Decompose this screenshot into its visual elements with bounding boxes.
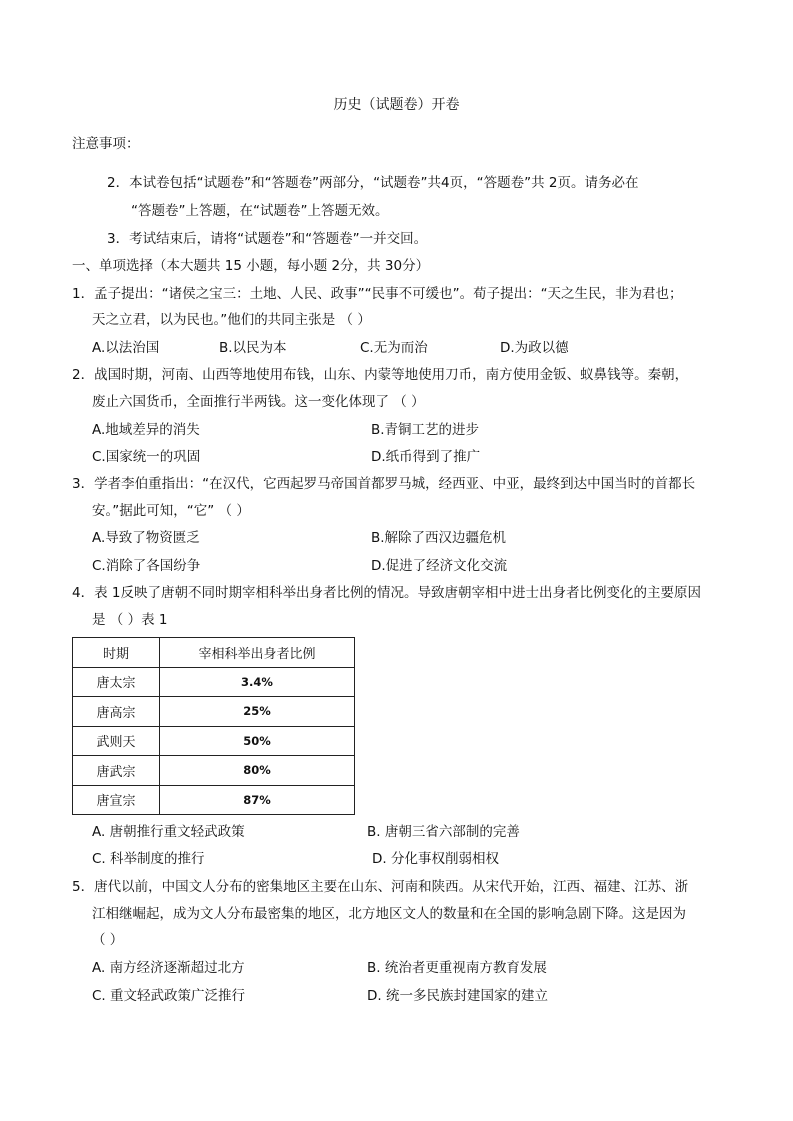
- notice-item-2-line-2: “答题卷”上答题，在“试题卷”上答题无效。: [131, 203, 389, 219]
- q3-option-a: A.导致了物资匮乏: [92, 530, 200, 546]
- q4-option-d: D. 分化事权削弱相权: [372, 851, 499, 867]
- table-cell-ratio: 87%: [160, 785, 355, 815]
- table-row: [73, 726, 355, 756]
- q3-option-d: D.促进了经济文化交流: [371, 558, 508, 574]
- ratio-table: [72, 637, 355, 815]
- q5-stem-line-1: 5．唐代以前，中国文人分布的密集地区主要在山东、河南和陕西。从宋代开始，江西、福建、江苏、浙: [72, 879, 689, 895]
- table-row: [73, 697, 355, 727]
- q1-option-b: B.以民为本: [219, 340, 287, 356]
- q2-option-a: A.地域差异的消失: [92, 422, 200, 438]
- q5-option-a: A. 南方经济逐渐超过北方: [92, 960, 245, 976]
- q5-stem-line-3: （ ）: [92, 932, 124, 948]
- q1-option-c: C.无为而治: [360, 340, 428, 356]
- table-cell-ratio: 25%: [160, 697, 355, 727]
- notice-item-2-line-1: 2．本试卷包括“试题卷”和“答题卷”两部分，“试题卷”共4页，“答题卷”共 2页。请务必在: [107, 175, 639, 191]
- q5-option-b: B. 统治者更重视南方教育发展: [367, 960, 547, 976]
- table-cell-period: 唐武宗: [73, 756, 160, 786]
- section-heading: 一、单项选择（本大题共 15 小题，每小题 2分，共 30分）: [72, 258, 430, 274]
- q2-option-b: B.青铜工艺的进步: [371, 422, 480, 438]
- q1-stem-line-2: 天之立君，以为民也。”他们的共同主张是 （ ）: [92, 312, 371, 328]
- q3-stem-line-1: 3．学者李伯重指出：“在汉代，它西起罗马帝国首都罗马城，经西亚、中亚，最终到达中国当时的首都长: [72, 476, 696, 492]
- table-cell-period: 武则天: [73, 726, 160, 756]
- q4-option-b: B. 唐朝三省六部制的完善: [367, 824, 520, 840]
- q4-stem-line-2: 是 （ ）表 1: [92, 612, 168, 628]
- notice-item-3: 3．考试结束后，请将“试题卷”和“答题卷”一并交回。: [107, 231, 428, 247]
- q1-stem-line-1: 1．孟子提出：“诸侯之宝三：土地、人民、政事”“民事不可缓也”。荀子提出：“天之生民，非为君也；: [72, 286, 683, 302]
- q5-option-d: D. 统一多民族封建国家的建立: [367, 988, 548, 1004]
- page-title: 历史（试题卷）开卷: [333, 97, 460, 113]
- q1-option-a: A.以法治国: [92, 340, 160, 356]
- table-row: [73, 785, 355, 815]
- q2-stem-line-1: 2．战国时期，河南、山西等地使用布钱，山东、内蒙等地使用刀币，南方使用金钣、蚁鼻钱等。秦朝，: [72, 367, 689, 383]
- table-row: [73, 667, 355, 697]
- q3-stem-line-2: 安。”据此可知，“它” （ ）: [92, 503, 250, 519]
- q4-stem-line-1: 4．表 1反映了唐朝不同时期宰相科举出身者比例的情况。导致唐朝宰相中进士出身者比例变化的主要原因: [72, 585, 701, 601]
- q2-stem-line-2: 废止六国货币，全面推行半两钱。这一变化体现了 （ ）: [92, 394, 425, 410]
- q3-option-b: B.解除了西汉边疆危机: [371, 530, 507, 546]
- table-header-ratio: 宰相科举出身者比例: [160, 638, 355, 668]
- table-cell-ratio: 3.4%: [160, 667, 355, 697]
- table-cell-ratio: 80%: [160, 756, 355, 786]
- table-row: [73, 756, 355, 786]
- q5-option-c: C. 重文轻武政策广泛推行: [92, 988, 246, 1004]
- q2-option-c: C.国家统一的巩固: [92, 449, 201, 465]
- q2-option-d: D.纸币得到了推广: [371, 449, 481, 465]
- q3-option-c: C.消除了各国纷争: [92, 558, 201, 574]
- table-header-row: [73, 638, 355, 668]
- q4-option-a: A. 唐朝推行重文轻武政策: [92, 824, 245, 840]
- table-cell-period: 唐宣宗: [73, 785, 160, 815]
- table-cell-period: 唐太宗: [73, 667, 160, 697]
- q1-option-d: D.为政以德: [500, 340, 569, 356]
- q4-option-c: C. 科举制度的推行: [92, 851, 205, 867]
- table-cell-ratio: 50%: [160, 726, 355, 756]
- table-header-period: 时期: [73, 638, 160, 668]
- table-cell-period: 唐高宗: [73, 697, 160, 727]
- notice-heading: 注意事项：: [72, 136, 140, 152]
- q5-stem-line-2: 江相继崛起，成为文人分布最密集的地区，北方地区文人的数量和在全国的影响急剧下降。这是因为: [92, 906, 686, 922]
